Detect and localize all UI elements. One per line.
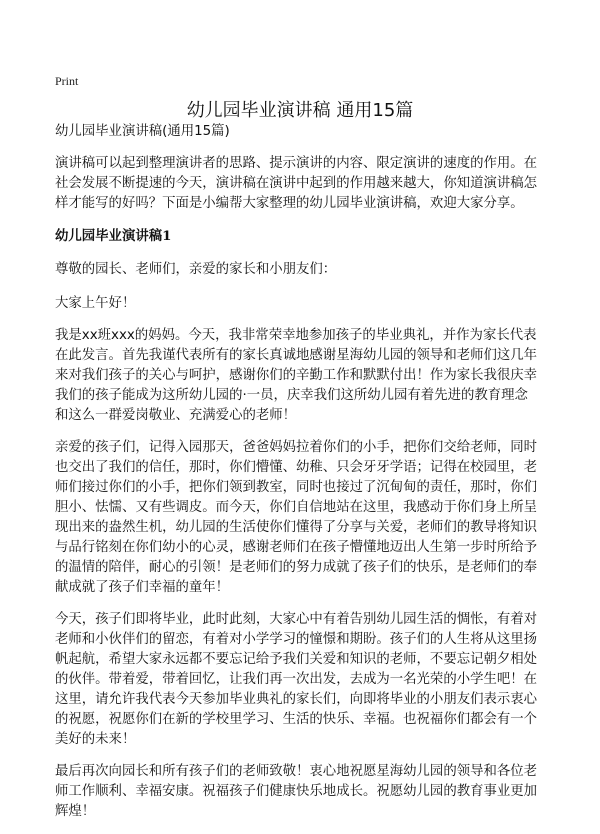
text-line: 这里，请允许我代表今天参加毕业典礼的家长们，向即将毕业的小朋友们表示衷心 bbox=[55, 692, 538, 707]
text-line: 今天，孩子们即将毕业，此时此刻，大家心中有着告别幼儿园生活的惆怅，有着对 bbox=[55, 612, 538, 627]
text-line: 现出来的盎然生机，幼儿园的生活使你们懂得了分享与关爱，老师们的教导将知识 bbox=[55, 520, 538, 535]
text-line: 老师和小伙伴们的留恋，有着对小学学习的憧憬和期盼。孩子们的人生将从这里扬 bbox=[55, 632, 538, 647]
greeting: 大家上午好！ bbox=[55, 296, 136, 311]
text-line: 帆起航，希望大家永远都不要忘记给予我们关爱和知识的老师，不要忘记朝夕相处 bbox=[55, 652, 538, 667]
document-body bbox=[55, 122, 555, 834]
section-heading: 幼儿园毕业演讲稿1 bbox=[55, 228, 172, 244]
print-link[interactable]: Print bbox=[55, 74, 79, 88]
text-line: 最后再次向园长和所有孩子们的老师致敬！衷心地祝愿星海幼儿园的领导和各位老 bbox=[55, 764, 538, 779]
text-line: 的祝愿，祝愿你们在新的学校里学习、生活的快乐、幸福。也祝福你们都会有一个 bbox=[55, 712, 538, 727]
text-line: 我是xx班xxx的妈妈。今天，我非常荣幸地参加孩子的毕业典礼，并作为家长代表 bbox=[55, 328, 537, 343]
text-line: 师们接过你们的小手，把你们领到教室，同时也接过了沉甸甸的责任，那时，你们 bbox=[55, 480, 538, 495]
text-line: 的温情的陪伴，耐心的引领！是老师们的努力成就了孩子们的快乐，是老师们的奉 bbox=[55, 560, 538, 575]
text-line: 的伙伴。带着爱，带着回忆，让我们再一次出发，去成为一名光荣的小学生吧！在 bbox=[55, 672, 538, 687]
text-line: 亲爱的孩子们，记得入园那天，爸爸妈妈拉着你们的小手，把你们交给老师，同时 bbox=[55, 440, 538, 455]
subtitle: 幼儿园毕业演讲稿(通用15篇) bbox=[55, 124, 230, 139]
text-line: 献成就了孩子们幸福的童年！ bbox=[55, 580, 230, 595]
text-line: 师工作顺利、幸福安康。祝福孩子们健康快乐地成长。祝愿幼儿园的教育事业更加 bbox=[55, 784, 538, 799]
text-line: 与品行铭刻在你们幼小的心灵，感谢老师们在孩子懵懂地迈出人生第一步时所给予 bbox=[55, 540, 538, 555]
body-paragraph bbox=[55, 762, 555, 822]
text-line: 社会发展不断提速的今天，演讲稿在演讲中起到的作用越来越大，你知道演讲稿怎 bbox=[55, 176, 538, 191]
text-line: 胆小、怯懦、又有些调皮。而今天，你们自信地站在这里，我感动于你们身上所呈 bbox=[55, 500, 538, 515]
text-line: 也交出了我们的信任，那时，你们懵懂、幼稚、只会牙牙学语；记得在校园里，老 bbox=[55, 460, 538, 475]
salutation: 尊敬的园长、老师们，亲爱的家长和小朋友们： bbox=[55, 262, 337, 277]
text-line: 在此发言。首先我谨代表所有的家长真诚地感谢星海幼儿园的领导和老师们这几年 bbox=[55, 348, 538, 363]
text-line: 辉煌！ bbox=[55, 804, 96, 819]
body-paragraph bbox=[55, 438, 555, 598]
page-title: 幼儿园毕业演讲稿 通用15篇 bbox=[186, 100, 414, 121]
body-paragraph bbox=[55, 326, 555, 426]
text-line: 美好的未来！ bbox=[55, 732, 136, 747]
text-line: 来对我们孩子的关心与呵护，感谢你们的辛勤工作和默默付出！作为家长我很庆幸 bbox=[55, 368, 538, 383]
text-line: 演讲稿可以起到整理演讲者的思路、提示演讲的内容、限定演讲的速度的作用。在 bbox=[55, 156, 538, 171]
text-line: 我们的孩子能成为这所幼儿园的·一员，庆幸我们这所幼儿园有着先进的教育理念 bbox=[55, 388, 528, 403]
body-paragraph bbox=[55, 610, 555, 750]
text-line: 样才能写的好吗？下面是小编帮大家整理的幼儿园毕业演讲稿，欢迎大家分享。 bbox=[55, 196, 524, 211]
intro-paragraph bbox=[55, 154, 555, 214]
text-line: 和这么一群爱岗敬业、充满爱心的老师！ bbox=[55, 408, 297, 423]
